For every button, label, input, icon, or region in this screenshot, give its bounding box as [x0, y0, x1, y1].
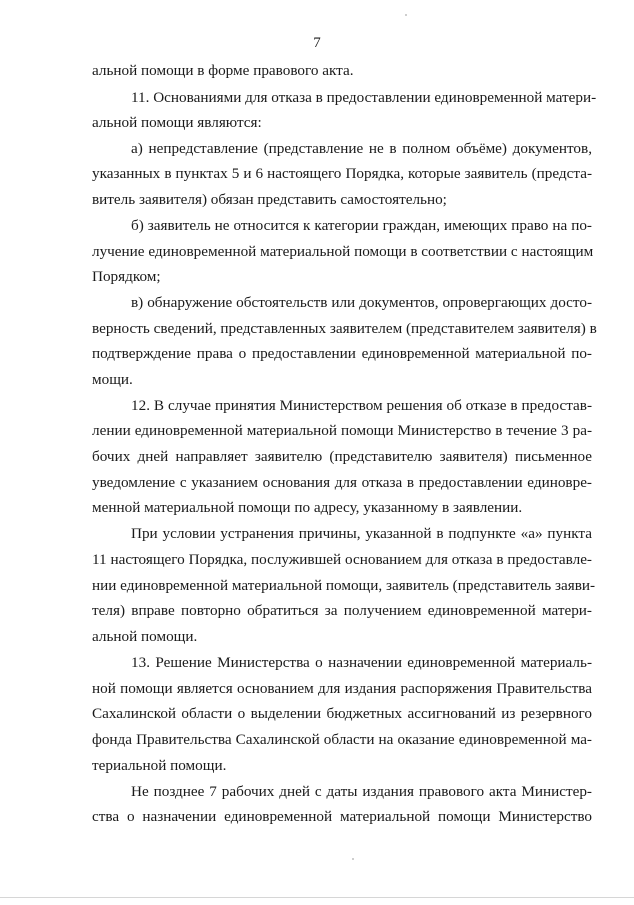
- text-line: уведомление с указанием основания для отказа в предоставлении единовре-: [92, 474, 592, 491]
- text-line: лучение единовременной материальной помощи в соответствии с настоящим: [92, 243, 594, 260]
- text-line: Сахалинской области о выделении бюджетных ассигнований из резервного: [92, 705, 592, 722]
- scan-speck: [352, 858, 354, 860]
- text-line: 12. В случае принятия Министерством решения об отказе в предостав-: [131, 397, 592, 414]
- text-line: подтверждение права о предоставлении единовременной материальной по-: [92, 345, 592, 362]
- text-line: нии единовременной материальной помощи, заявитель (представитель заяви-: [92, 577, 596, 594]
- text-line: Не позднее 7 рабочих дней с даты издания правового акта Министер-: [131, 783, 592, 800]
- text-line: менной материальной помощи по адресу, указанному в заявлении.: [92, 499, 523, 516]
- text-line: 11 настоящего Порядка, послужившей основанием для отказа в предоставле-: [92, 551, 592, 568]
- text-line: лении единовременной материальной помощи Министерство в течение 3 ра-: [92, 422, 592, 439]
- text-line: альной помощи.: [92, 628, 198, 645]
- text-line: альной помощи в форме правового акта.: [92, 62, 354, 79]
- text-line: альной помощи являются:: [92, 114, 262, 131]
- text-line: ства о назначении единовременной материальной помощи Министерство: [92, 808, 592, 825]
- text-line: фонда Правительства Сахалинской области на оказание единовременной ма-: [92, 731, 592, 748]
- text-line: мощи.: [92, 371, 133, 388]
- text-line: б) заявитель не относится к категории граждан, имеющих право на по-: [131, 217, 592, 234]
- text-line: бочих дней направляет заявителю (представителю заявителя) письменное: [92, 448, 592, 465]
- text-line: верность сведений, представленных заявителем (представителем заявителя) в: [92, 320, 597, 337]
- text-line: а) непредставление (представление не в полном объёме) документов,: [131, 140, 592, 157]
- text-line: При условии устранения причины, указанной в подпункте «а» пункта: [131, 525, 592, 542]
- text-line: териальной помощи.: [92, 757, 227, 774]
- scan-speck: [405, 14, 407, 16]
- text-line: теля) вправе повторно обратиться за получением единовременной матери-: [92, 602, 592, 619]
- text-line: 13. Решение Министерства о назначении единовременной материаль-: [131, 654, 592, 671]
- text-line: 11. Основаниями для отказа в предоставлении единовременной матери-: [131, 89, 597, 106]
- text-line: ной помощи является основанием для издания распоряжения Правительства: [92, 680, 592, 697]
- page-number: 7: [313, 35, 321, 51]
- text-line: Порядком;: [92, 268, 161, 285]
- text-line: в) обнаружение обстоятельств или документов, опровергающих досто-: [131, 294, 592, 311]
- text-line: указанных в пунктах 5 и 6 настоящего Порядка, которые заявитель (предста-: [92, 165, 592, 182]
- text-line: витель заявителя) обязан представить самостоятельно;: [92, 191, 447, 208]
- page-bottom-edge: [0, 897, 634, 898]
